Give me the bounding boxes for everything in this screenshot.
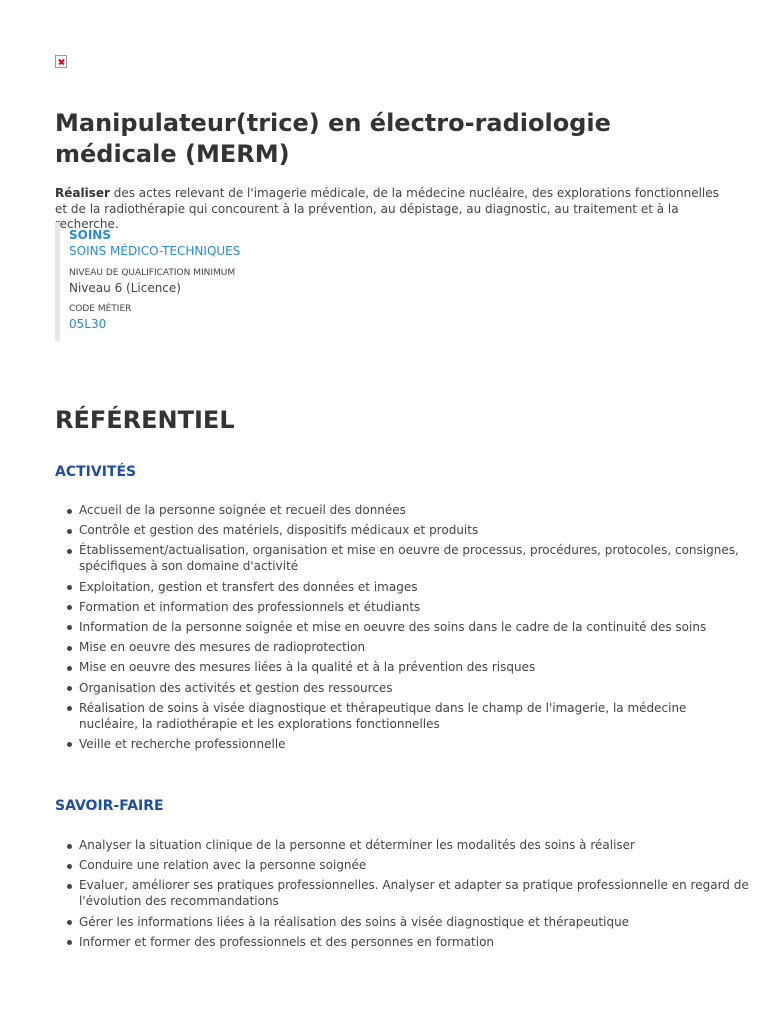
list-item: Gérer les informations liées à la réalisation des soins à visée diagnostique et thérapeutique xyxy=(79,914,749,930)
list-item: Formation et information des professionnels et étudiants xyxy=(79,599,749,615)
list-item: Accueil de la personne soignée et recueil des données xyxy=(79,502,749,518)
code-value-link[interactable]: 05L30 xyxy=(69,317,107,331)
list-item: Exploitation, gestion et transfert des données et images xyxy=(79,579,749,595)
intro-text: des actes relevant de l'imagerie médicale, de la médecine nucléaire, des explorations fonctionnelles et de la radiothérapie qui concourent à la prévention, au dépistage, au diagnostic, au traitement et à la recherche. xyxy=(55,186,719,231)
activites-list xyxy=(55,502,749,756)
code-label: CODE MÉTIER xyxy=(69,304,132,314)
broken-image-icon xyxy=(55,55,67,68)
job-title: Manipulateur(trice) en électro-radiologie médicale (MERM) xyxy=(55,109,611,168)
intro-bold: Réaliser xyxy=(55,186,110,200)
list-item: Information de la personne soignée et mise en oeuvre des soins dans le cadre de la continuité des soins xyxy=(79,619,749,635)
family-link[interactable]: SOINS xyxy=(69,228,111,242)
list-item: Mise en oeuvre des mesures de radioprotection xyxy=(79,639,749,655)
list-item: Contrôle et gestion des matériels, dispositifs médicaux et produits xyxy=(79,522,749,538)
qualification-label: NIVEAU DE QUALIFICATION MINIMUM xyxy=(69,268,236,278)
list-item: Analyser la situation clinique de la personne et déterminer les modalités des soins à réaliser xyxy=(79,837,749,853)
list-item: Établissement/actualisation, organisation et mise en oeuvre de processus, procédures, protocoles, consignes, spécifiques à son domaine d'activité xyxy=(79,542,749,574)
list-item: Organisation des activités et gestion des ressources xyxy=(79,680,749,696)
list-item: Mise en oeuvre des mesures liées à la qualité et à la prévention des risques xyxy=(79,659,749,675)
job-info-box xyxy=(55,222,655,341)
subfamily-link[interactable]: SOINS MÉDICO-TECHNIQUES xyxy=(69,244,241,258)
list-item: Réalisation de soins à visée diagnostique et thérapeutique dans le champ de l'imagerie, la médecine nucléaire, la radiothérapie et les explorations fonctionnelles xyxy=(79,700,749,732)
list-item: Informer et former des professionnels et des personnes en formation xyxy=(79,934,749,950)
qualification-value: Niveau 6 (Licence) xyxy=(69,281,181,295)
list-item: Evaluer, améliorer ses pratiques professionnelles. Analyser et adapter sa pratique professionnelle en regard de l'évolution des recommandations xyxy=(79,878,749,909)
savoir-faire-list xyxy=(55,837,749,954)
list-item: Veille et recherche professionnelle xyxy=(79,736,749,752)
referentiel-heading: RÉFÉRENTIEL xyxy=(55,406,235,434)
savoir-faire-heading: SAVOIR-FAIRE xyxy=(55,798,164,814)
activites-heading: ACTIVITÉS xyxy=(55,464,137,480)
list-item: Conduire une relation avec la personne soignée xyxy=(79,857,749,873)
